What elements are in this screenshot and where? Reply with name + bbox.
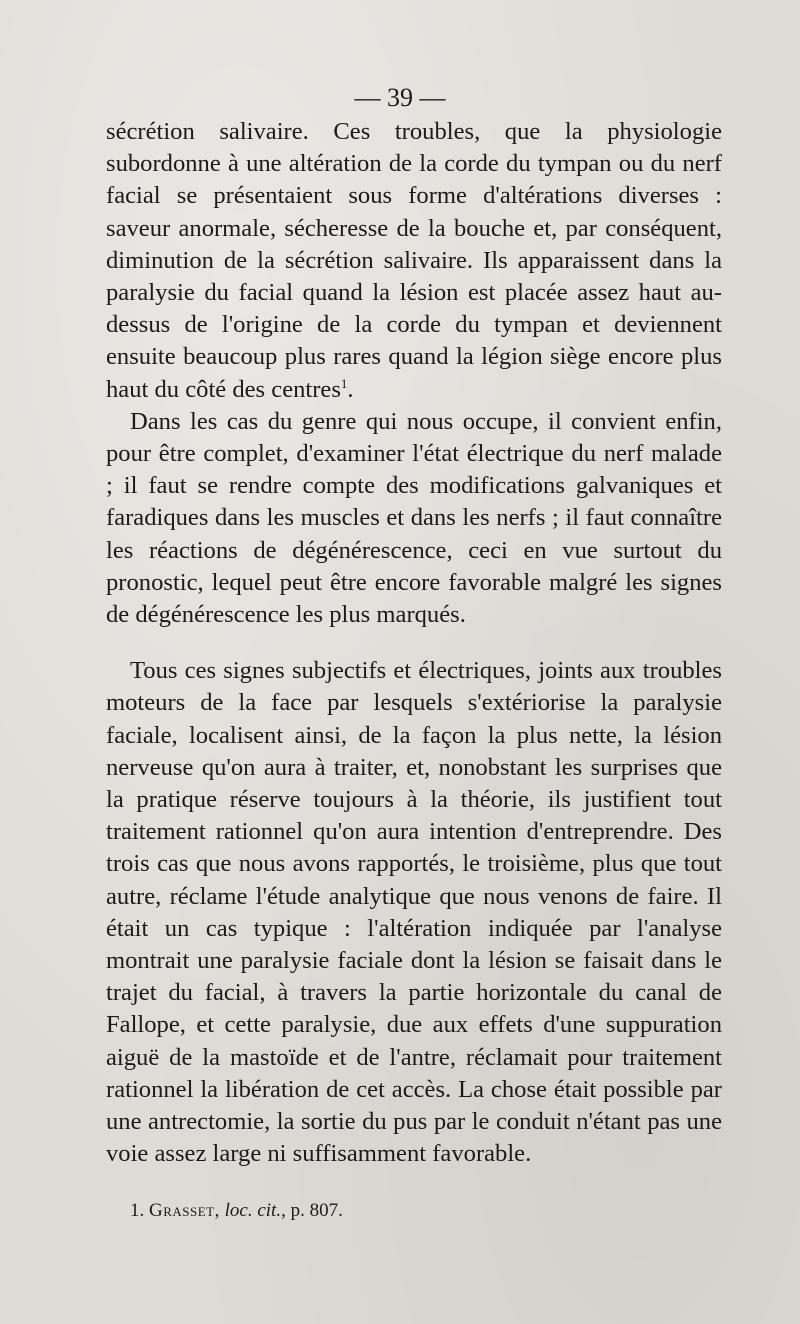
paragraph-1	[106, 116, 722, 406]
footnote-work: loc. cit.,	[224, 1200, 286, 1221]
page-number: — 39 —	[354, 83, 446, 112]
paragraph-3: Tous ces signes subjectifs et électriques, joints aux troubles moteurs de la face par lesquels s'extériorise la paralysie faciale, localisent ainsi, de la façon la plus nette, la lésion nerveuse qu'on aura à traiter, et, nonobstant les surprises que la pratique réserve toujours à la théorie, ils justifient tout traitement rationnel qu'on aura intention d'entreprendre. Des trois cas que nous avons rapportés, le troisième, plus que tout autre, réclame l'étude analytique que nous venons de faire. Il était un cas typique : l'altération indiquée par l'analyse montrait une paralysie faciale dont la lésion se faisait dans le trajet du facial, à travers la partie horizontale du canal de Fallope, et cette paralysie, due aux effets d'une suppuration aiguë de la mastoïde et de l'antre, réclamait pour traitement rationnel la libération de cet accès. La chose était possible par une antrectomie, la sortie du pus par le conduit n'étant pas une voie assez large ni suffisamment favorable.	[106, 657, 722, 1168]
paragraph-2: Dans les cas du genre qui nous occupe, il convient enfin, pour être complet, d'examiner l'état électrique du nerf malade ; il faut se rendre compte des modifications galvaniques et faradiques dans les muscles et dans les nerfs ; il faut connaître les réactions de dégénérescence, ceci en vue surtout du pronostic, lequel peut être encore favorable malgré les signes de dégénérescence les plus marqués.	[106, 407, 722, 629]
footnote-author: Grasset,	[149, 1200, 220, 1221]
footnote-reference[interactable]: 1	[340, 375, 348, 391]
footnote-page: p. 807.	[290, 1200, 343, 1221]
footnote	[130, 1198, 730, 1224]
body-text	[106, 116, 722, 1171]
paragraph-1-text: sécrétion salivaire. Ces troubles, que la physiologie subordonne à une altération de la corde du tympan ou du nerf facial se présentaient sous forme d'altérations diverses : saveur anormale, sécheresse de la bouche et, par conséquent, diminution de la sécrétion salivaire. Ils apparaissent dans la paralysie du facial quand la lésion est placée assez haut au-dessus de l'origine de la corde du tympan et deviennent ensuite beaucoup plus rares quand la légion siège encore plus haut du côté des centres	[106, 118, 722, 403]
footnote-number: 1.	[130, 1200, 145, 1221]
paragraph-1-end: .	[347, 375, 354, 403]
